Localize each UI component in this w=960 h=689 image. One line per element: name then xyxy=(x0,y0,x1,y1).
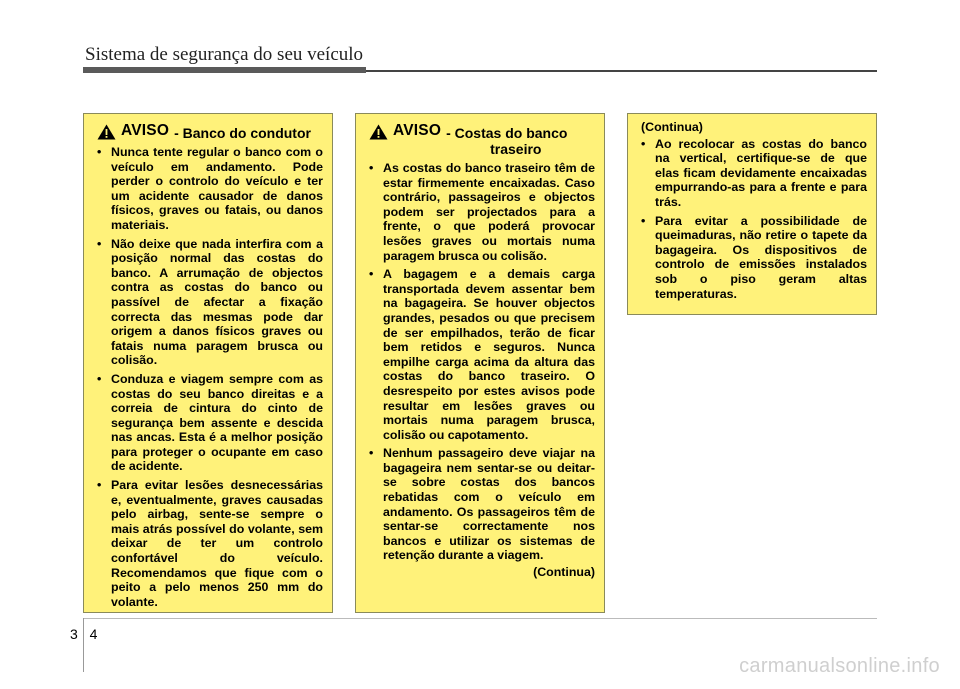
list-item: • Nunca tente regular o banco com o veículo em andamento. Pode perder o controlo do veículo e ter um acidente causador de danos físicos, graves ou fatais, ou danos materiais. xyxy=(91,145,323,233)
warning-box-continued xyxy=(627,113,877,315)
list-item: • Conduza e viagem sempre com as costas do seu banco direitas e a correia de cintura do cinto de segurança bem assente e descida nas ancas. Esta é a melhor posição para proteger o ocupante em caso de acidente. xyxy=(91,372,323,474)
aviso-label: AVISO xyxy=(121,122,170,139)
list-item: • Para evitar a possibilidade de queimaduras, não retire o tapete da bagageira. Os dispositivos de controlo de emissões instalados sob o piso geram altas temperaturas. xyxy=(635,214,867,302)
list-item: • Ao recolocar as costas do banco na vertical, certifique-se de que elas ficam devidamente encaixadas empurrando-as para a frente e para trás. xyxy=(635,137,867,210)
page-header-title: Sistema de segurança do seu veículo xyxy=(85,44,364,65)
warning-heading xyxy=(363,124,595,157)
page-number: 3 4 xyxy=(70,626,102,642)
aviso-label: AVISO xyxy=(393,122,442,139)
continued-label: (Continua) xyxy=(533,565,595,580)
warning-triangle-icon xyxy=(97,124,116,140)
warning-list xyxy=(363,161,595,563)
warning-subtitle: - Banco do condutor xyxy=(174,125,311,141)
list-item: • A bagagem e a demais carga transportada devem assentar bem na bagageira. Se houver objectos grandes, pesados ou que precisem de ser empilhados, terão de ficar bem retidos e seguros. Nunca empilhe carga acima da altura das costas do banco traseiro. O desrespeito por estes avisos pode resultar em lesões graves ou mortais numa paragem brusca, colisão ou capotamento. xyxy=(363,267,595,442)
warning-subtitle-line1: - Costas do banco xyxy=(446,125,568,141)
warning-box-driver-seat xyxy=(83,113,333,613)
warning-subtitle xyxy=(446,124,567,157)
continued-label: (Continua) xyxy=(641,120,703,134)
warning-triangle-icon xyxy=(369,124,388,140)
warning-heading xyxy=(91,124,323,141)
footer-rule xyxy=(83,618,877,619)
list-item: • As costas do banco traseiro têm de estar firmemente encaixadas. Caso contrário, passageiros e objectos podem ser projectados para a frente, o que poderá provocar lesões graves ou mortais numa paragem brusca ou colisão. xyxy=(363,161,595,263)
warning-list xyxy=(91,145,323,609)
list-item: • Nenhum passageiro deve viajar na bagageira nem sentar-se ou deitar-se sobre costas dos bancos rebatidas com o veículo em andamento. Os passageiros têm de sentar-se correctamente nos bancos e utilizar os sistemas de retenção durante a viagem. xyxy=(363,446,595,563)
warning-box-rear-seatback xyxy=(355,113,605,613)
warning-list xyxy=(635,137,867,302)
list-item: • Para evitar lesões desnecessárias e, eventualmente, graves causadas pelo airbag, sente-se sempre o mais atrás possível do volante, sem deixar de ter um controlo confortável do veículo. Recomendamos que fique com o peito a pelo menos 250 mm do volante. xyxy=(91,478,323,609)
header-bar xyxy=(83,67,366,73)
header-rule xyxy=(366,70,877,72)
watermark: carmanualsonline.info xyxy=(739,655,940,677)
warning-subtitle-line2: traseiro xyxy=(490,141,542,157)
list-item: • Não deixe que nada interfira com a posição normal das costas do banco. A arrumação de objectos contra as costas do banco ou passível de afectar a fixação correcta das mesmas pode dar origem a danos físicos graves ou fatais numa paragem brusca ou colisão. xyxy=(91,237,323,368)
